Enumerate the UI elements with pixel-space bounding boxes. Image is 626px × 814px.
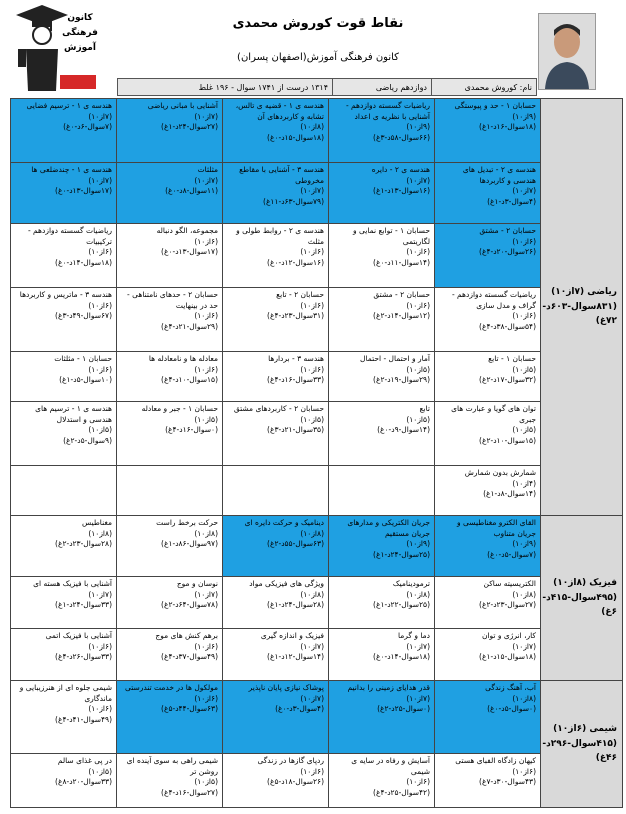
topic-cell — [329, 402, 435, 466]
topic-stats: (۹سوال-۵د-۲غ) — [63, 435, 112, 445]
table-row — [11, 163, 623, 224]
topic-score: (۶از۱۰) — [300, 247, 324, 256]
topic-name: پوشاک نیازی پایان ناپذیر — [248, 683, 324, 692]
table-row — [11, 681, 623, 754]
topic-score: (۶از۱۰) — [512, 236, 536, 246]
topic-stats: (۱۴سوال-۸د-۱غ) — [483, 489, 536, 498]
student-photo — [538, 13, 596, 90]
topic-stats: (۶۳سوال-۵۵د-۲غ) — [267, 539, 324, 548]
topic-score: (۶از۱۰) — [194, 236, 218, 246]
topic-score: (۶از۱۰) — [406, 777, 430, 786]
topic-cell — [11, 163, 117, 224]
topic-stats: (۷سوال-۶د-۰غ) — [63, 122, 112, 131]
topic-stats: (۳۳سوال-۲۴د-۱غ) — [55, 600, 112, 609]
topic-cell — [223, 629, 329, 681]
topic-score: (۶از۱۰) — [406, 247, 430, 256]
topic-score: (۷از۱۰) — [300, 641, 324, 651]
topic-stats: (۴۲سوال-۲۵د-۴غ) — [373, 787, 430, 797]
topic-score: (۶از۱۰) — [88, 300, 112, 310]
topic-name: شیمی راهی به سوی آینده ای روشن تر — [126, 756, 218, 776]
topic-score: (۶از۱۰) — [88, 247, 112, 256]
topic-name: هندسه ی ۱ - ترسیم فضایی — [26, 101, 112, 110]
topic-stats: (۱۸سوال-۱۵د-۰غ) — [267, 132, 324, 142]
topic-stats: (۶۳سوال-۴۴د-۵غ) — [161, 704, 218, 713]
table-row — [11, 577, 623, 629]
subject-summary-cell: ریاضی (۷از۱۰) (۸۳۱سوال-۶۰۳د- ۷۲غ) — [541, 99, 623, 516]
topic-name: هندسه ۳ - آشنایی با مقاطع مخروطی — [239, 165, 324, 185]
topic-score: (۸از۱۰) — [300, 528, 324, 538]
topic-cell — [435, 466, 541, 516]
topic-name: شمارش بدون شمارش — [464, 468, 536, 477]
topic-name: آشنایی با فیزیک اتمی — [45, 631, 112, 640]
topic-name: برهم کنش های موج — [155, 631, 218, 640]
topic-stats: (۴۹سوال-۳۷د-۴غ) — [161, 652, 218, 661]
table-row — [11, 99, 623, 163]
topic-score: (۶از۱۰) — [194, 693, 218, 703]
topic-name: مثلثات — [197, 165, 218, 174]
topic-stats: (۷سوال-۵د-۰غ) — [487, 549, 536, 559]
topic-stats: (۱۴سوال-۱۲د-۱غ) — [267, 652, 324, 661]
topic-stats: (۷۸سوال-۶۴د-۲غ) — [161, 600, 218, 609]
topic-score: (۷از۱۰) — [406, 641, 430, 651]
student-grade: دوازدهم ریاضی — [333, 79, 432, 96]
topic-stats: (۱۷سوال-۱۳د-۰غ) — [161, 247, 218, 256]
topic-score: (۵از۱۰) — [406, 414, 430, 424]
topic-cell — [435, 629, 541, 681]
topic-cell — [223, 288, 329, 352]
topic-cell — [117, 288, 223, 352]
topic-score: (۷از۱۰) — [194, 111, 218, 121]
topic-cell — [223, 577, 329, 629]
student-stats: ۱۳۱۴ درست از ۱۷۴۱ سوال - ۱۹۶ غلط — [118, 79, 333, 96]
topic-score: (۶از۱۰) — [194, 641, 218, 651]
topic-name: حسابان ۲ - حدهای نامتناهی - حد در بینهایت — [127, 290, 218, 310]
topic-name: ردپای گازها در زندگی — [257, 756, 324, 765]
topic-score: (۵از۱۰) — [88, 425, 112, 434]
topic-score: (۵از۱۰) — [406, 364, 430, 374]
topic-cell — [11, 466, 117, 516]
topic-stats: (۲۶سوال-۱۸د-۵غ) — [267, 777, 324, 786]
topic-cell — [117, 516, 223, 577]
topic-stats: (۰سوال-۱۶د-۴غ) — [165, 425, 218, 434]
topic-stats: (۱۸سوال-۱۴د-۰غ) — [55, 257, 112, 267]
topic-cell — [329, 577, 435, 629]
topic-name: حسابان ۲ - تابع — [276, 290, 324, 299]
topic-name: حسابان ۱ - تابع — [488, 354, 536, 363]
topic-stats: (۲۷سوال-۱۶د-۴غ) — [161, 787, 218, 797]
topic-name: دما و گرما — [397, 631, 430, 640]
topic-stats: (۱۲سوال-۱۴د-۲غ) — [373, 311, 430, 320]
strengths-table — [10, 98, 623, 808]
topic-score: (۴از۱۰) — [512, 478, 536, 488]
topic-stats: (۹۷سوال-۸۶د-۱غ) — [161, 539, 218, 548]
topic-cell — [117, 754, 223, 808]
topic-name: ریاضیات گسسته دوازدهم - گراف و مدل سازی — [451, 290, 536, 310]
topic-cell — [435, 754, 541, 808]
table-row — [11, 754, 623, 808]
topic-stats: (۰سوال-۵د-۰غ) — [487, 704, 536, 713]
topic-cell — [223, 516, 329, 577]
topic-stats: (۳۳سوال-۲۶د-۴غ) — [55, 652, 112, 661]
institution-logo — [12, 5, 100, 91]
topic-stats: (۴۳سوال-۳۰د-۷غ) — [479, 777, 536, 786]
topic-score: (۷از۱۰) — [406, 693, 430, 703]
topic-cell — [117, 352, 223, 402]
topic-stats: (۱۵سوال-۱۰د-۴غ) — [161, 375, 218, 384]
topic-name: هندسه ی ۱ - ترسیم های هندسی و استدلال — [35, 404, 112, 424]
topic-cell — [223, 754, 329, 808]
topic-name: نوسان و موج — [176, 579, 218, 588]
topic-cell — [223, 402, 329, 466]
topic-cell — [117, 224, 223, 288]
topic-score: (۵از۱۰) — [194, 777, 218, 786]
topic-stats: (۷۹سوال-۶۳د-۱۱غ) — [263, 196, 324, 206]
topic-cell — [329, 754, 435, 808]
topic-name: ویژگی های فیزیکی مواد — [249, 579, 324, 588]
topic-score: (۹از۱۰) — [406, 539, 430, 548]
topic-stats: (۱۷سوال-۱۳د-۰غ) — [55, 186, 112, 195]
topic-name: دینامیک و حرکت دایره ای — [244, 518, 324, 527]
topic-cell — [117, 402, 223, 466]
topic-cell — [11, 352, 117, 402]
topic-score: (۸از۱۰) — [88, 528, 112, 538]
topic-stats: (۴سوال-۳د-۰غ) — [275, 704, 324, 713]
topic-cell — [435, 352, 541, 402]
topic-score: (۷از۱۰) — [88, 589, 112, 599]
topic-name: هندسه ی ۱ - چندضلعی ها — [31, 165, 112, 174]
logo-line-4: قلم‌چی — [63, 58, 97, 68]
topic-stats: (۳۳سوال-۱۶د-۴غ) — [267, 375, 324, 384]
table-row — [11, 352, 623, 402]
topic-cell — [11, 99, 117, 163]
topic-stats: (۱۸سوال-۱۴د-۰غ) — [373, 652, 430, 661]
topic-stats: (۱۶سوال-۱۳د-۱غ) — [373, 186, 430, 195]
topic-score: (۵از۱۰) — [512, 425, 536, 434]
topic-cell — [117, 466, 223, 516]
topic-stats: (۳۱سوال-۲۳د-۴غ) — [267, 311, 324, 320]
topic-name: آب، آهنگ زندگی — [485, 683, 536, 692]
topic-name: ریاضیات گسسته دوازدهم - آشنایی با نظریه ی اعداد — [345, 101, 430, 121]
topic-stats: (۲۸سوال-۲۳د-۲غ) — [55, 539, 112, 548]
report-subtitle: کانون فرهنگی آموزش(اصفهان پسران) — [237, 52, 399, 63]
topic-name: هندسه ی ۱ - قضیه ی تالس، تشابه و کاربردهای آن — [235, 101, 324, 121]
topic-name: حسابان ۱ - حد و پیوستگی — [454, 101, 536, 110]
topic-name: توان های گویا و عبارت های جبری — [451, 404, 536, 424]
topic-cell — [329, 163, 435, 224]
topic-stats: (۱۸سوال-۱۶د-۱غ) — [479, 122, 536, 131]
topic-cell — [329, 629, 435, 681]
topic-score: (۷از۱۰) — [406, 175, 430, 185]
logo-line-3: آموزش — [64, 43, 96, 53]
topic-score: (۶از۱۰) — [406, 300, 430, 310]
topic-cell — [435, 681, 541, 754]
topic-score: (۵از۱۰) — [88, 766, 112, 776]
topic-cell — [11, 577, 117, 629]
topic-score: (۷از۱۰) — [88, 111, 112, 121]
topic-name: کار، انرژی و توان — [481, 631, 536, 640]
topic-stats: (۴سوال-۳د-۱غ) — [487, 196, 536, 206]
topic-stats: (۱۵سوال-۱۰د-۲غ) — [479, 435, 536, 445]
table-row — [11, 629, 623, 681]
topic-stats: (۱۶سوال-۱۲د-۰غ) — [267, 257, 324, 267]
topic-stats: (۶۶سوال-۵۸د-۳غ) — [373, 132, 430, 142]
topic-name: شیمی جلوه ای از هنرزیبایی و ماندگاری — [19, 683, 112, 703]
topic-stats: (۲۵سوال-۲۲د-۱غ) — [373, 600, 430, 609]
topic-stats: (۴۹سوال-۴۱د-۴غ) — [55, 714, 112, 724]
topic-cell — [329, 224, 435, 288]
topic-stats: (۲۷سوال-۲۴د-۱غ) — [161, 122, 218, 131]
topic-cell — [223, 99, 329, 163]
topic-score: (۹از۱۰) — [512, 539, 536, 548]
subject-summary-cell: شیمی (۶از۱۰) (۴۱۵سوال-۲۹۶د- ۴۶غ) — [541, 681, 623, 808]
topic-cell — [435, 224, 541, 288]
topic-score: (۶از۱۰) — [300, 364, 324, 374]
topic-cell — [223, 681, 329, 754]
topic-cell — [435, 163, 541, 224]
topic-cell — [435, 402, 541, 466]
topic-name: حسابان ۲ - مشتق — [373, 290, 430, 299]
topic-cell — [223, 163, 329, 224]
topic-cell — [329, 352, 435, 402]
topic-stats: (۳۲سوال-۱۷د-۲غ) — [479, 375, 536, 384]
topic-cell — [11, 681, 117, 754]
topic-name: آشنایی با مبانی ریاضی — [147, 101, 218, 110]
topic-cell — [117, 163, 223, 224]
topic-cell — [329, 681, 435, 754]
topic-stats: (۲۹سوال-۲۱د-۴غ) — [161, 321, 218, 331]
table-row — [11, 516, 623, 577]
topic-name: آشنایی با فیزیک هسته ای — [33, 579, 112, 588]
topic-name: هندسه ۳ - ماتریس و کاربردها — [19, 290, 112, 299]
student-info-bar — [117, 78, 537, 96]
topic-cell — [435, 99, 541, 163]
topic-score: (۷از۱۰) — [300, 186, 324, 195]
topic-score: (۶از۱۰) — [300, 300, 324, 310]
logo-line-1: کانون — [67, 13, 93, 23]
topic-name: الکتریسیته ساکن — [483, 579, 536, 588]
topic-stats: (۲۶سوال-۲۰د-۴غ) — [479, 247, 536, 256]
topic-score: (۶از۱۰) — [512, 766, 536, 776]
table-row — [11, 288, 623, 352]
topic-stats: (۱۴سوال-۹د-۰غ) — [377, 425, 430, 434]
topic-cell — [117, 99, 223, 163]
topic-stats: (۱۱سوال-۸د-۰غ) — [165, 186, 218, 195]
topic-cell — [223, 224, 329, 288]
topic-name: حسابان ۱ - مثلثات — [54, 354, 112, 363]
topic-stats: (۳۵سوال-۲۱د-۳غ) — [267, 425, 324, 434]
topic-score: (۹از۱۰) — [512, 111, 536, 121]
topic-score: (۷از۱۰) — [194, 175, 218, 185]
table-row — [11, 224, 623, 288]
logo-line-2: فرهنگی — [62, 28, 98, 38]
topic-stats: (۱۴سوال-۱۱د-۰غ) — [373, 257, 430, 267]
topic-cell — [329, 99, 435, 163]
topic-name: هندسه ۳ - بردارها — [268, 354, 324, 363]
topic-cell — [11, 288, 117, 352]
topic-name: کیهان زادگاه الفبای هستی — [455, 756, 536, 765]
topic-name: جریان الکتریکی و مدارهای جریان مستقیم — [347, 518, 430, 538]
topic-cell — [329, 288, 435, 352]
topic-name: در پی غذای سالم — [57, 756, 112, 765]
student-name: نام: کوروش محمدی — [432, 79, 537, 96]
topic-score: (۵از۱۰) — [300, 414, 324, 424]
topic-score: (۸از۱۰) — [512, 693, 536, 703]
topic-cell — [435, 577, 541, 629]
topic-stats: (۶۷سوال-۴۹د-۳غ) — [55, 311, 112, 320]
topic-score: (۸از۱۰) — [300, 122, 324, 131]
table-row — [11, 402, 623, 466]
topic-score: (۷از۱۰) — [512, 186, 536, 195]
topic-name: هندسه ی ۲ - دایره — [371, 165, 430, 174]
topic-name: معادله ها و نامعادله ها — [148, 354, 218, 363]
topic-score: (۷از۱۰) — [88, 175, 112, 185]
topic-cell — [11, 629, 117, 681]
topic-score: (۶از۱۰) — [194, 311, 218, 320]
topic-name: ترمودینامیک — [392, 579, 430, 588]
topic-cell — [11, 754, 117, 808]
topic-name: مجموعه، الگو دنباله — [156, 226, 218, 235]
topic-name: حرکت برخط راست — [156, 518, 218, 527]
topic-cell — [11, 224, 117, 288]
subject-summary-cell: فیزیک (۸از۱۰) (۴۹۵سوال-۴۱۵د- ۶غ) — [541, 516, 623, 681]
topic-cell — [329, 466, 435, 516]
report-title: نقاط قوت کوروش محمدی — [232, 16, 404, 31]
topic-score: (۸از۱۰) — [194, 528, 218, 538]
topic-name: مغناطیس — [82, 518, 112, 527]
topic-cell — [117, 681, 223, 754]
topic-score: (۵از۱۰) — [194, 414, 218, 424]
topic-name: ریاضیات گسسته دوازدهم - ترکیبیات — [27, 226, 112, 246]
topic-name: حسابان ۱ - جبر و معادله — [141, 404, 218, 413]
topic-score: (۶از۱۰) — [88, 641, 112, 651]
topic-score: (۶از۱۰) — [300, 766, 324, 776]
topic-cell — [223, 466, 329, 516]
topic-score: (۶از۱۰) — [512, 311, 536, 320]
topic-stats: (۱۸سوال-۱۵د-۱غ) — [479, 652, 536, 661]
topic-name: فیزیک و اندازه گیری — [260, 631, 324, 640]
topic-score: (۷از۱۰) — [512, 641, 536, 651]
topic-cell — [117, 577, 223, 629]
topic-cell — [435, 516, 541, 577]
topic-score: (۶از۱۰) — [88, 704, 112, 713]
table-row — [11, 466, 623, 516]
topic-name: القای الکترو مغناطیسی و جریان متناوب — [457, 518, 536, 538]
topic-cell — [11, 402, 117, 466]
topic-score: (۶از۱۰) — [88, 364, 112, 374]
topic-cell — [329, 516, 435, 577]
topic-name: آمار و احتمال - احتمال — [360, 354, 430, 363]
topic-name: حسابان ۱ - توابع نمایی و لگاریتمی — [353, 226, 430, 246]
topic-stats: (۵۴سوال-۳۸د-۴غ) — [479, 321, 536, 331]
topic-score: (۷از۱۰) — [194, 589, 218, 599]
topic-score: (۵از۱۰) — [512, 364, 536, 374]
topic-stats: (۲۹سوال-۱۹د-۲غ) — [373, 375, 430, 384]
topic-name: آسایش و رفاه در سایه ی شیمی — [351, 756, 430, 776]
topic-name: حسابان ۲ - کاربردهای مشتق — [233, 404, 324, 413]
topic-stats: (۲۷سوال-۲۳د-۲غ) — [479, 600, 536, 609]
topic-name: هندسه ی ۲ - روابط طولی و مثلث — [236, 226, 324, 246]
topic-score: (۸از۱۰) — [300, 589, 324, 599]
topic-name: حسابان ۲ - مشتق — [479, 226, 536, 235]
topic-stats: (۲۵سوال-۲۴د-۱غ) — [373, 549, 430, 559]
topic-stats: (۱۰سوال-۵د-۱غ) — [59, 375, 112, 384]
topic-stats: (۳۳سوال-۲۰د-۸غ) — [55, 777, 112, 786]
topic-cell — [11, 516, 117, 577]
topic-score: (۸از۱۰) — [512, 589, 536, 599]
topic-name: قدر هدایای زمینی را بدانیم — [347, 683, 430, 692]
topic-name: تابع — [419, 404, 430, 413]
topic-name: مولکول ها در خدمت تندرستی — [124, 683, 218, 692]
topic-stats: (۰سوال-۲۵د-۲غ) — [377, 704, 430, 713]
topic-score: (۶از۱۰) — [194, 364, 218, 374]
topic-cell — [117, 629, 223, 681]
topic-cell — [435, 288, 541, 352]
topic-cell — [223, 352, 329, 402]
topic-name: هندسه ی ۲ - تبدیل های هندسی و کاربردها — [462, 165, 536, 185]
topic-score: (۷از۱۰) — [300, 693, 324, 703]
topic-stats: (۲۸سوال-۲۴د-۱غ) — [267, 600, 324, 609]
topic-score: (۸از۱۰) — [406, 589, 430, 599]
topic-score: (۹از۱۰) — [406, 122, 430, 131]
